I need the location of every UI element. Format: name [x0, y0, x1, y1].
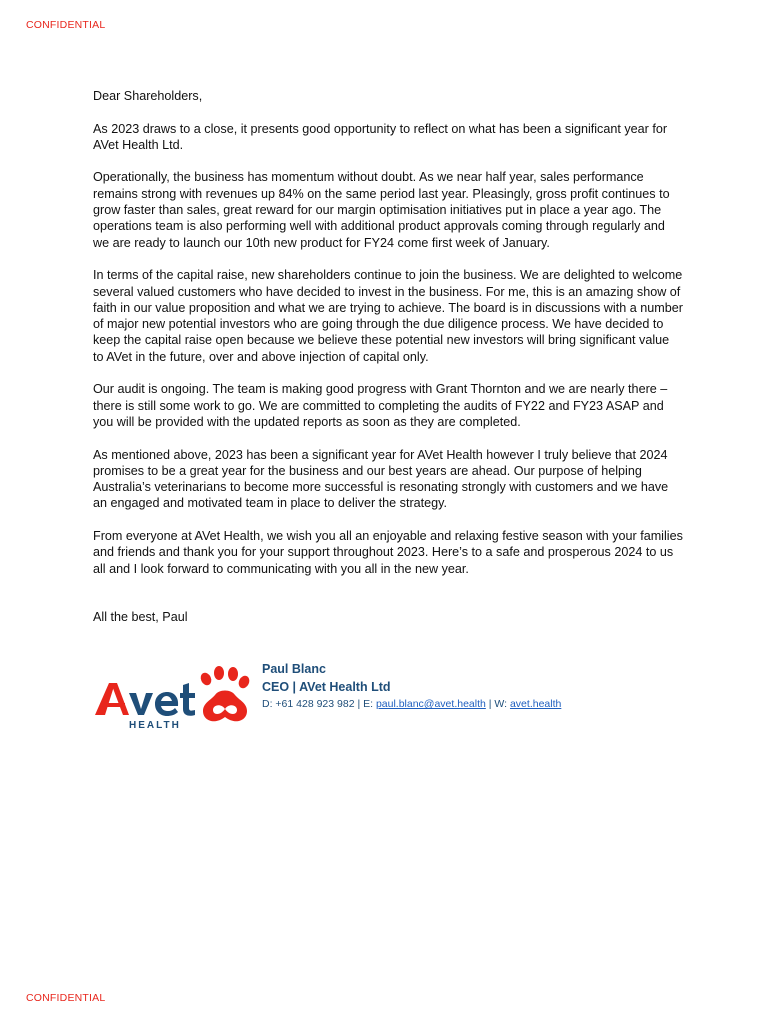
letter-paragraph-2: Operationally, the business has momentum without doubt. As we near half year, sales performance remains strong with revenues up 84% on the same period last year. Pleasingly, gross profit continues to grow faster than sales, great reward for our margin optimisation initiatives put in place a year ago. The operations team is also performing well with additional product approvals coming through regularly and we are ready to launch our 10th new product for FY24 come first week of January. — [93, 170, 670, 250]
signature-details — [262, 662, 561, 710]
confidential-footer: CONFIDENTIAL — [26, 992, 106, 1004]
avet-health-logo — [93, 665, 251, 729]
signature-title: CEO | AVet Health Ltd — [262, 680, 391, 694]
signature-contact — [262, 698, 561, 710]
letter-paragraph-4: Our audit is ongoing. The team is making good progress with Grant Thornton and we are nearly there – there is still some work to go. We are committed to completing the audits of FY22 and FY23 ASAP and you will be provided with the updated reports as soon as they are completed. — [93, 382, 668, 429]
letter-paragraph-1: As 2023 draws to a close, it presents good opportunity to reflect on what has been a significant year for AVet Health Ltd. — [93, 121, 668, 152]
logo-subtitle: HEALTH — [129, 720, 181, 729]
signature-web-label: | W: — [485, 698, 510, 710]
letter-paragraph-5: As mentioned above, 2023 has been a significant year for AVet Health however I truly believe that 2024 promises to be a great year for the business and our best years are ahead. Our purpose of helping Australia’s veterinarians to become more successful is resonating strongly with customers and we have an engaged and motivated team in place to deliver the strategy. — [93, 447, 669, 511]
signature-phone: D: +61 428 923 982 | E: — [262, 698, 376, 710]
letter-body — [93, 88, 683, 593]
signature-email-link[interactable]: paul.blanc@avet.health — [375, 698, 486, 710]
email-signature — [93, 660, 693, 740]
signature-name: Paul Blanc — [262, 662, 326, 676]
confidential-header: CONFIDENTIAL — [26, 19, 106, 31]
letter-paragraph-6: From everyone at AVet Health, we wish you all an enjoyable and relaxing festive season with your families and friends and thank you for your support throughout 2023. Here’s to a safe and prosperous 2024 to us all and I look forward to communicating with you all in the new year. — [93, 529, 683, 576]
letter-greeting: Dear Shareholders, — [93, 89, 203, 103]
letter-paragraph-3: In terms of the capital raise, new shareholders continue to join the business. We are delighted to welcome several valued customers who have decided to invest in the business. For me, this is an amazing show of faith in our value proposition and what we are trying to achieve. The board is in discussions with a number of major new potential investors who are going through the due diligence process. We have decided to keep the capital raise open because we believe these potential new investors will bring significant value to AVet in the future, over and above injection of capital only. — [93, 268, 683, 364]
letter-signoff: All the best, Paul — [93, 610, 188, 624]
signature-website-link[interactable]: avet.health — [509, 698, 562, 710]
